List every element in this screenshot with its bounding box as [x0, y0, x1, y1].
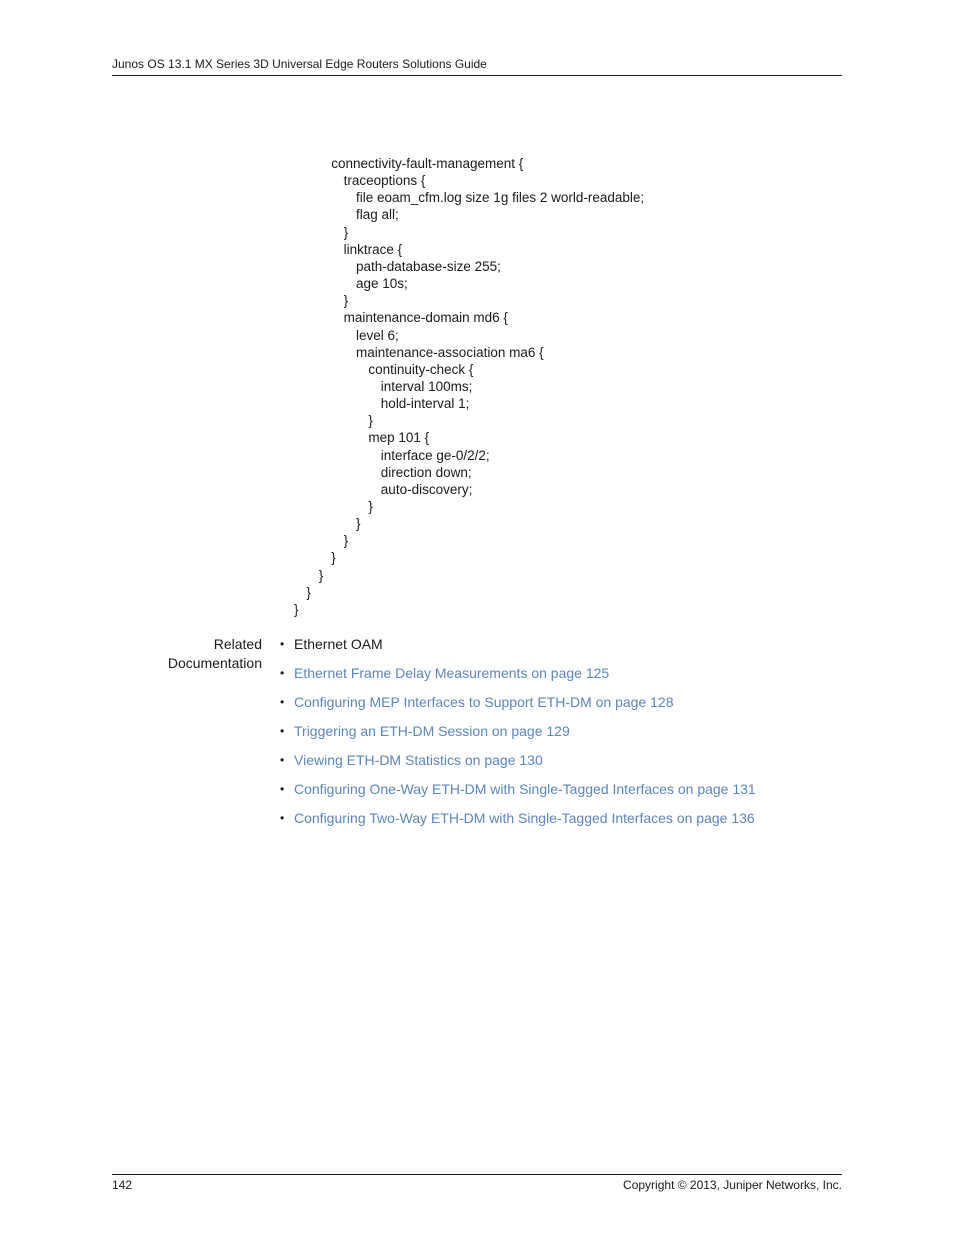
code-line: }	[368, 413, 373, 429]
code-line: interval 100ms;	[380, 378, 473, 394]
related-link[interactable]: Triggering an ETH-DM Session on page 129	[294, 723, 570, 739]
related-text: Ethernet OAM	[294, 636, 383, 652]
code-line: }	[343, 224, 349, 240]
bullet-icon: •	[280, 695, 285, 709]
related-list-item[interactable]	[280, 751, 840, 780]
code-line: continuity-check {	[368, 361, 474, 377]
code-line: level 6;	[356, 327, 399, 343]
bullet-icon: •	[280, 637, 285, 651]
code-line: maintenance-association ma6 {	[356, 344, 544, 360]
code-line: }	[306, 584, 311, 600]
code-line: direction down;	[380, 464, 472, 480]
code-line: flag all;	[356, 207, 399, 223]
code-line: }	[331, 550, 336, 566]
code-line: }	[343, 533, 349, 549]
code-line: auto-discovery;	[380, 481, 473, 497]
related-link[interactable]: Configuring Two-Way ETH-DM with Single-Tagged Interfaces on page 136	[294, 810, 755, 826]
header-rule	[112, 75, 842, 76]
bullet-icon: •	[280, 724, 285, 738]
code-line: }	[343, 293, 349, 309]
code-line: linktrace {	[343, 241, 403, 257]
bullet-icon: •	[280, 753, 285, 767]
related-documentation-label	[168, 635, 262, 673]
bullet-icon: •	[280, 811, 285, 825]
code-line: mep 101 {	[368, 430, 430, 446]
bullet-icon: •	[280, 666, 285, 680]
related-label-line1: Related	[213, 636, 262, 652]
related-list-item[interactable]	[280, 780, 840, 809]
related-label-line2: Documentation	[167, 655, 262, 671]
code-line: maintenance-domain md6 {	[343, 310, 508, 326]
code-line: traceoptions {	[343, 173, 426, 189]
page-number: 142	[112, 1178, 133, 1192]
related-documentation-list	[280, 635, 840, 838]
code-line: }	[368, 499, 373, 514]
code-line: }	[318, 567, 324, 583]
related-list-item[interactable]	[280, 664, 840, 693]
related-link[interactable]: Viewing ETH-DM Statistics on page 130	[294, 752, 543, 768]
running-header-title: Junos OS 13.1 MX Series 3D Universal Edge Routers Solutions Guide	[112, 57, 487, 71]
related-list-item[interactable]	[280, 809, 840, 838]
code-line: hold-interval 1;	[380, 396, 470, 412]
code-line: interface ge-0/2/2;	[380, 447, 490, 463]
related-link[interactable]: Ethernet Frame Delay Measurements on page 125	[294, 665, 610, 681]
code-line: file eoam_cfm.log size 1g files 2 world-readable;	[356, 190, 645, 206]
related-list-item	[280, 635, 840, 664]
bullet-icon: •	[280, 782, 285, 796]
related-list-item[interactable]	[280, 722, 840, 751]
related-list-item[interactable]	[280, 693, 840, 722]
copyright-notice: Copyright © 2013, Juniper Networks, Inc.	[623, 1178, 842, 1192]
related-link[interactable]: Configuring One-Way ETH-DM with Single-Tagged Interfaces on page 131	[294, 781, 756, 797]
code-line: connectivity-fault-management {	[331, 156, 524, 171]
code-line: }	[356, 516, 361, 532]
code-line: path-database-size 255;	[356, 258, 501, 274]
related-link[interactable]: Configuring MEP Interfaces to Support ETH-DM on page 128	[294, 694, 674, 710]
code-line: }	[294, 601, 299, 617]
code-line: age 10s;	[356, 276, 408, 292]
footer-rule	[112, 1174, 842, 1175]
